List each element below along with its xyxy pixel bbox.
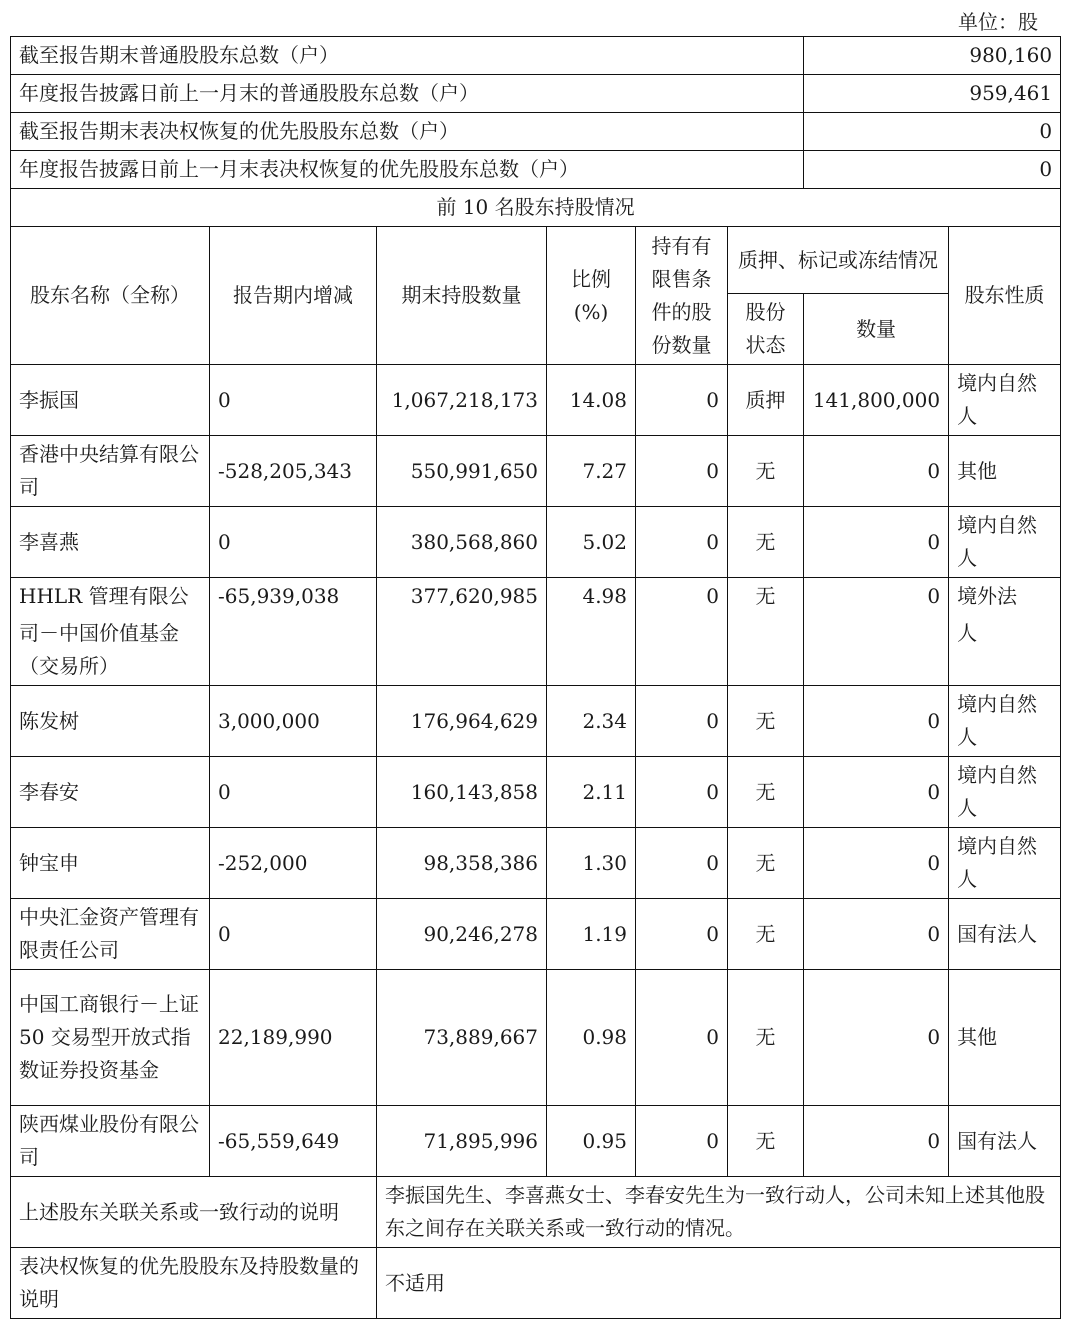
cell-change: 22,189,990 <box>210 970 377 1106</box>
cell-change: -65,939,038 <box>210 578 377 616</box>
cell-ratio: 0.98 <box>547 970 636 1106</box>
cell-ratio: 0.95 <box>547 1106 636 1177</box>
cell-restricted: 0 <box>636 686 728 757</box>
summary-label: 年度报告披露日前上一月末表决权恢复的优先股股东总数（户） <box>11 151 804 189</box>
cell-change: -65,559,649 <box>210 1106 377 1177</box>
cell-name: 钟宝申 <box>11 828 210 899</box>
section-title-row <box>11 189 1061 227</box>
table-row <box>11 1106 1061 1177</box>
header-nature: 股东性质 <box>949 227 1061 365</box>
cell-name: 司－中国价值基金（交易所） <box>11 615 210 686</box>
shareholder-table <box>10 36 1061 1319</box>
cell-change: 0 <box>210 507 377 578</box>
cell-change: -528,205,343 <box>210 436 377 507</box>
cell-ratio: 5.02 <box>547 507 636 578</box>
cell-ratio: 1.19 <box>547 899 636 970</box>
cell-name: 中央汇金资产管理有限责任公司 <box>11 899 210 970</box>
cell-change: 0 <box>210 365 377 436</box>
header-row-1 <box>11 227 1061 294</box>
cell-nature: 其他 <box>949 436 1061 507</box>
header-ratio: 比例(%) <box>547 227 636 365</box>
summary-row <box>11 151 1061 189</box>
cell-ratio: 4.98 <box>547 578 636 616</box>
cell-status: 无 <box>728 757 804 828</box>
cell-empty <box>636 615 728 686</box>
table-row <box>11 686 1061 757</box>
cell-shares: 160,143,858 <box>377 757 547 828</box>
cell-status: 无 <box>728 1106 804 1177</box>
cell-ratio: 2.34 <box>547 686 636 757</box>
cell-change: 3,000,000 <box>210 686 377 757</box>
cell-ratio: 2.11 <box>547 757 636 828</box>
cell-restricted: 0 <box>636 578 728 616</box>
cell-qty: 0 <box>804 899 949 970</box>
cell-shares: 71,895,996 <box>377 1106 547 1177</box>
cell-change: -252,000 <box>210 828 377 899</box>
cell-status: 无 <box>728 828 804 899</box>
summary-row <box>11 37 1061 75</box>
cell-status: 无 <box>728 578 804 616</box>
summary-row <box>11 113 1061 151</box>
header-pledge-group: 质押、标记或冻结情况 <box>728 227 949 294</box>
table-row <box>11 970 1061 1106</box>
cell-status: 无 <box>728 899 804 970</box>
cell-shares: 98,358,386 <box>377 828 547 899</box>
cell-nature: 国有法人 <box>949 1106 1061 1177</box>
header-pledge-qty: 数量 <box>804 294 949 365</box>
table-row <box>11 578 1061 616</box>
cell-shares: 380,568,860 <box>377 507 547 578</box>
summary-value: 980,160 <box>804 37 1061 75</box>
cell-restricted: 0 <box>636 899 728 970</box>
cell-status: 无 <box>728 686 804 757</box>
header-change: 报告期内增减 <box>210 227 377 365</box>
note-text: 不适用 <box>377 1248 1061 1319</box>
header-restricted: 持有有限售条件的股份数量 <box>636 227 728 365</box>
cell-empty <box>804 615 949 686</box>
cell-nature: 境内自然人 <box>949 365 1061 436</box>
summary-label: 截至报告期末表决权恢复的优先股股东总数（户） <box>11 113 804 151</box>
cell-restricted: 0 <box>636 436 728 507</box>
cell-qty: 0 <box>804 507 949 578</box>
cell-restricted: 0 <box>636 1106 728 1177</box>
table-row <box>11 436 1061 507</box>
cell-ratio: 7.27 <box>547 436 636 507</box>
cell-restricted: 0 <box>636 970 728 1106</box>
cell-qty: 0 <box>804 578 949 616</box>
table-row <box>11 757 1061 828</box>
cell-nature: 国有法人 <box>949 899 1061 970</box>
unit-label: 单位：股 <box>958 10 1038 34</box>
note-row <box>11 1248 1061 1319</box>
summary-label: 年度报告披露日前上一月末的普通股股东总数（户） <box>11 75 804 113</box>
summary-label: 截至报告期末普通股股东总数（户） <box>11 37 804 75</box>
note-row <box>11 1177 1061 1248</box>
cell-ratio: 1.30 <box>547 828 636 899</box>
cell-shares: 377,620,985 <box>377 578 547 616</box>
cell-empty <box>210 615 377 686</box>
cell-shares: 176,964,629 <box>377 686 547 757</box>
summary-value: 0 <box>804 113 1061 151</box>
cell-shares: 73,889,667 <box>377 970 547 1106</box>
header-shares: 期末持股数量 <box>377 227 547 365</box>
table-row-continued <box>11 615 1061 686</box>
cell-status: 无 <box>728 436 804 507</box>
cell-name: 中国工商银行－上证 50 交易型开放式指数证券投资基金 <box>11 970 210 1106</box>
section-title: 前 10 名股东持股情况 <box>11 189 1061 227</box>
cell-ratio: 14.08 <box>547 365 636 436</box>
cell-name: HHLR 管理有限公 <box>11 578 210 616</box>
cell-name: 李振国 <box>11 365 210 436</box>
cell-restricted: 0 <box>636 828 728 899</box>
cell-qty: 0 <box>804 757 949 828</box>
cell-name: 李喜燕 <box>11 507 210 578</box>
table-row <box>11 365 1061 436</box>
cell-restricted: 0 <box>636 365 728 436</box>
cell-shares: 550,991,650 <box>377 436 547 507</box>
cell-shares: 90,246,278 <box>377 899 547 970</box>
cell-shares: 1,067,218,173 <box>377 365 547 436</box>
cell-qty: 0 <box>804 436 949 507</box>
cell-nature: 其他 <box>949 970 1061 1106</box>
cell-status: 质押 <box>728 365 804 436</box>
summary-value: 0 <box>804 151 1061 189</box>
cell-nature: 人 <box>949 615 1061 686</box>
cell-name: 陈发树 <box>11 686 210 757</box>
cell-nature: 境外法 <box>949 578 1061 616</box>
cell-empty <box>377 615 547 686</box>
cell-qty: 0 <box>804 970 949 1106</box>
note-label: 表决权恢复的优先股股东及持股数量的说明 <box>11 1248 377 1319</box>
cell-qty: 0 <box>804 1106 949 1177</box>
header-pledge-status: 股份状态 <box>728 294 804 365</box>
table-row <box>11 899 1061 970</box>
note-text: 李振国先生、李喜燕女士、李春安先生为一致行动人，公司未知上述其他股东之间存在关联关系或一致行动的情况。 <box>377 1177 1061 1248</box>
header-name: 股东名称（全称） <box>11 227 210 365</box>
cell-nature: 境内自然人 <box>949 686 1061 757</box>
cell-qty: 0 <box>804 828 949 899</box>
cell-name: 香港中央结算有限公司 <box>11 436 210 507</box>
cell-qty: 0 <box>804 686 949 757</box>
table-row <box>11 507 1061 578</box>
cell-nature: 境内自然人 <box>949 507 1061 578</box>
cell-nature: 境内自然人 <box>949 757 1061 828</box>
cell-change: 0 <box>210 757 377 828</box>
summary-row <box>11 75 1061 113</box>
cell-name: 陕西煤业股份有限公司 <box>11 1106 210 1177</box>
cell-change: 0 <box>210 899 377 970</box>
table-row <box>11 828 1061 899</box>
summary-value: 959,461 <box>804 75 1061 113</box>
cell-nature: 境内自然人 <box>949 828 1061 899</box>
note-label: 上述股东关联关系或一致行动的说明 <box>11 1177 377 1248</box>
cell-name: 李春安 <box>11 757 210 828</box>
cell-restricted: 0 <box>636 507 728 578</box>
cell-restricted: 0 <box>636 757 728 828</box>
cell-empty <box>728 615 804 686</box>
cell-status: 无 <box>728 507 804 578</box>
cell-status: 无 <box>728 970 804 1106</box>
cell-empty <box>547 615 636 686</box>
cell-qty: 141,800,000 <box>804 365 949 436</box>
